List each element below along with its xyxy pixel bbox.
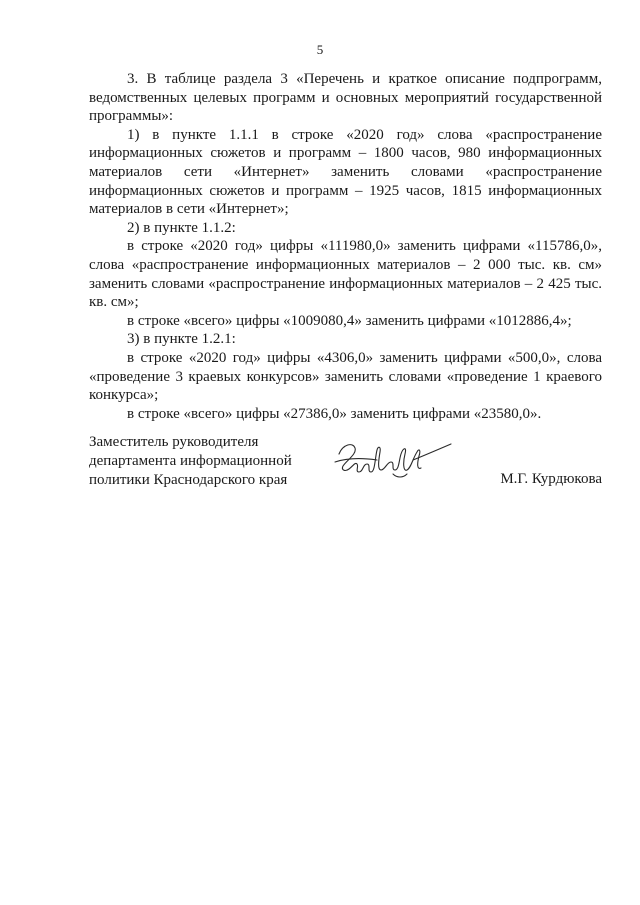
paragraph-section-3: 3. В таблице раздела 3 «Перечень и краткое описание подпрограмм, ведомственных целевых программ и основных мероприятий государственной программы»: — [89, 71, 602, 125]
page-number: 5 — [316, 42, 324, 57]
signatory-position-line: политики Краснодарского края — [89, 472, 288, 488]
paragraph-item-3: 3) в пункте 1.2.1: — [127, 331, 236, 348]
paragraph-item-3-total: в строке «всего» цифры «27386,0» заменить цифрами «23580,0». — [127, 405, 542, 422]
signatory-position — [89, 433, 292, 490]
paragraph-item-2-total: в строке «всего» цифры «1009080,4» заменить цифрами «1012886,4»; — [127, 312, 572, 329]
paragraph-item-2-2020: в строке «2020 год» цифры «111980,0» заменить цифрами «115786,0», слова «распространение информационных материалов – 2 000 тыс. кв. см» заменить словами «распространение информационных материалов – 2 425 тыс. кв. см»; — [89, 238, 602, 311]
handwritten-signature — [333, 436, 453, 486]
signatory-position-line: Заместитель руководителя — [89, 434, 259, 450]
paragraph-item-3-2020: в строке «2020 год» цифры «4306,0» заменить цифрами «500,0», слова «проведение 3 краевых конкурсов» заменить словами «проведение 1 краевого конкурса»; — [89, 349, 602, 404]
paragraph-item-1: 1) в пункте 1.1.1 в строке «2020 год» слова «распространение информационных сюжетов и программ – 1800 часов, 980 информационных материалов сети «Интернет» заменить словами «распространение информационных сюжетов и программ – 1925 часов, 1815 информационных материалов в сети «Интернет»; — [89, 126, 602, 218]
signatory-position-line: департамента информационной — [89, 453, 292, 469]
document-body — [89, 70, 602, 423]
signatory-name: М.Г. Курдюкова — [500, 471, 602, 487]
paragraph-item-2: 2) в пункте 1.1.2: — [127, 219, 236, 236]
